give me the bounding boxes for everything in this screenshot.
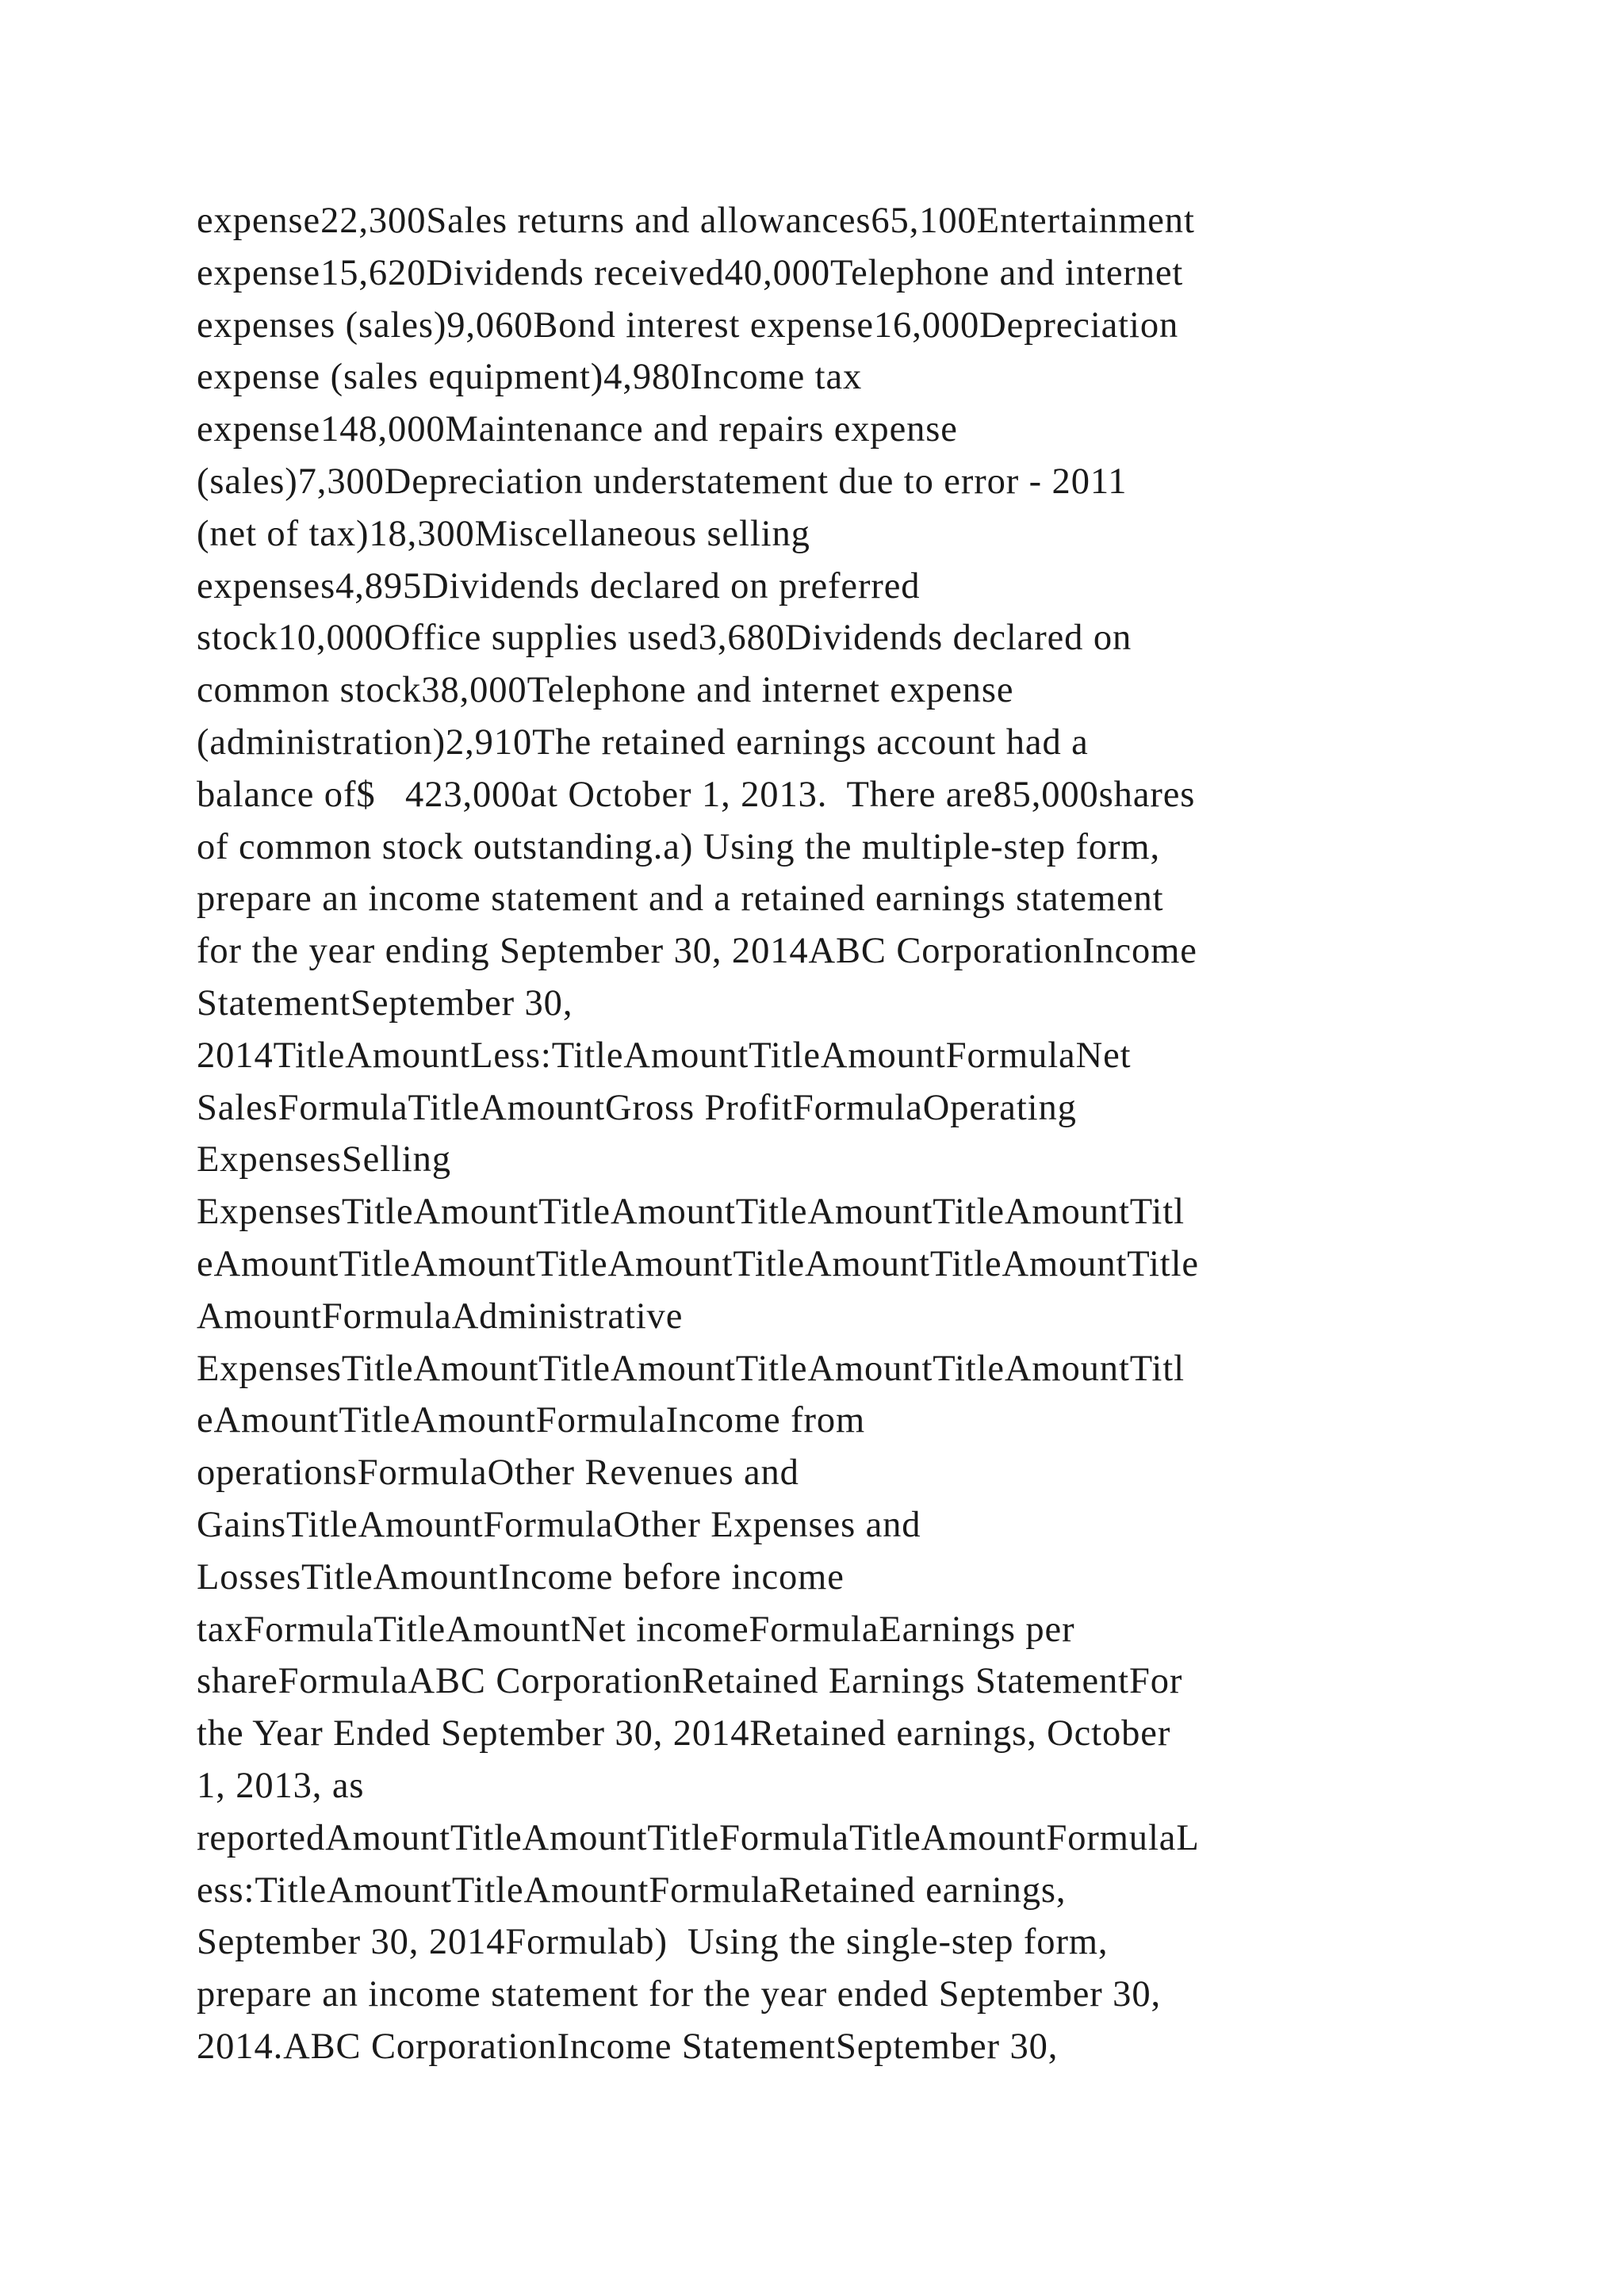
text-line: eAmountTitleAmountFormulaIncome from [197, 1400, 866, 1441]
text-line: September 30, 2014Formulab) Using the single-step form, [197, 1922, 1109, 1963]
text-line: StatementSeptember 30, [197, 982, 573, 1024]
text-line: expense22,300Sales returns and allowances65,100Entertainment [197, 201, 1195, 241]
text-line: ExpensesTitleAmountTitleAmountTitleAmountTitleAmountTitl [197, 1348, 1185, 1389]
text-line: 2014TitleAmountLess:TitleAmountTitleAmountFormulaNet [197, 1035, 1132, 1076]
text-line: prepare an income statement and a retained earnings statement [197, 878, 1164, 920]
text-line: ExpensesSelling [197, 1139, 451, 1181]
text-line: AmountFormulaAdministrative [197, 1295, 684, 1337]
text-line: stock10,000Office supplies used3,680Dividends declared on [197, 618, 1132, 659]
text-line: eAmountTitleAmountTitleAmountTitleAmountTitleAmountTitle [197, 1243, 1199, 1284]
text-line: (sales)7,300Depreciation understatement due to error - 2011 [197, 461, 1128, 502]
text-line: reportedAmountTitleAmountTitleFormulaTitleAmountFormulaL [197, 1817, 1200, 1858]
text-line: expenses (sales)9,060Bond interest expense16,000Depreciation [197, 304, 1179, 346]
text-line: for the year ending September 30, 2014ABC CorporationIncome [197, 931, 1197, 972]
text-line: ess:TitleAmountTitleAmountFormulaRetained earnings, [197, 1869, 1067, 1911]
text-line: expense15,620Dividends received40,000Telephone and internet [197, 252, 1184, 293]
text-line: LossesTitleAmountIncome before income [197, 1556, 845, 1598]
text-line: GainsTitleAmountFormulaOther Expenses and [197, 1504, 921, 1545]
text-line: (administration)2,910The retained earnings account had a [197, 721, 1089, 763]
text-line: the Year Ended September 30, 2014Retained earnings, October [197, 1713, 1171, 1755]
text-line: common stock38,000Telephone and internet expense [197, 670, 1014, 711]
text-line: expense (sales equipment)4,980Income tax [197, 357, 863, 398]
text-line: SalesFormulaTitleAmountGross ProfitFormulaOperating [197, 1087, 1077, 1128]
text-line: 2014.ABC CorporationIncome StatementSeptember 30, [197, 2026, 1059, 2067]
text-line: ExpensesTitleAmountTitleAmountTitleAmountTitleAmountTitl [197, 1192, 1185, 1233]
text-line: operationsFormulaOther Revenues and [197, 1452, 799, 1494]
text-line: prepare an income statement for the year ended September 30, [197, 1974, 1162, 2015]
text-line: expenses4,895Dividends declared on preferred [197, 565, 921, 607]
text-line: expense148,000Maintenance and repairs expense [197, 409, 958, 450]
text-line: balance of$ 423,000at October 1, 2013. There are85,000shares [197, 774, 1196, 815]
text-line: taxFormulaTitleAmountNet incomeFormulaEarnings per [197, 1609, 1075, 1650]
text-line: shareFormulaABC CorporationRetained Earnings StatementFor [197, 1661, 1183, 1702]
body-text [197, 195, 1465, 2073]
text-line: 1, 2013, as [197, 1765, 365, 1806]
text-line: (net of tax)18,300Miscellaneous selling [197, 513, 810, 554]
text-line: of common stock outstanding.a) Using the multiple-step form, [197, 826, 1161, 867]
